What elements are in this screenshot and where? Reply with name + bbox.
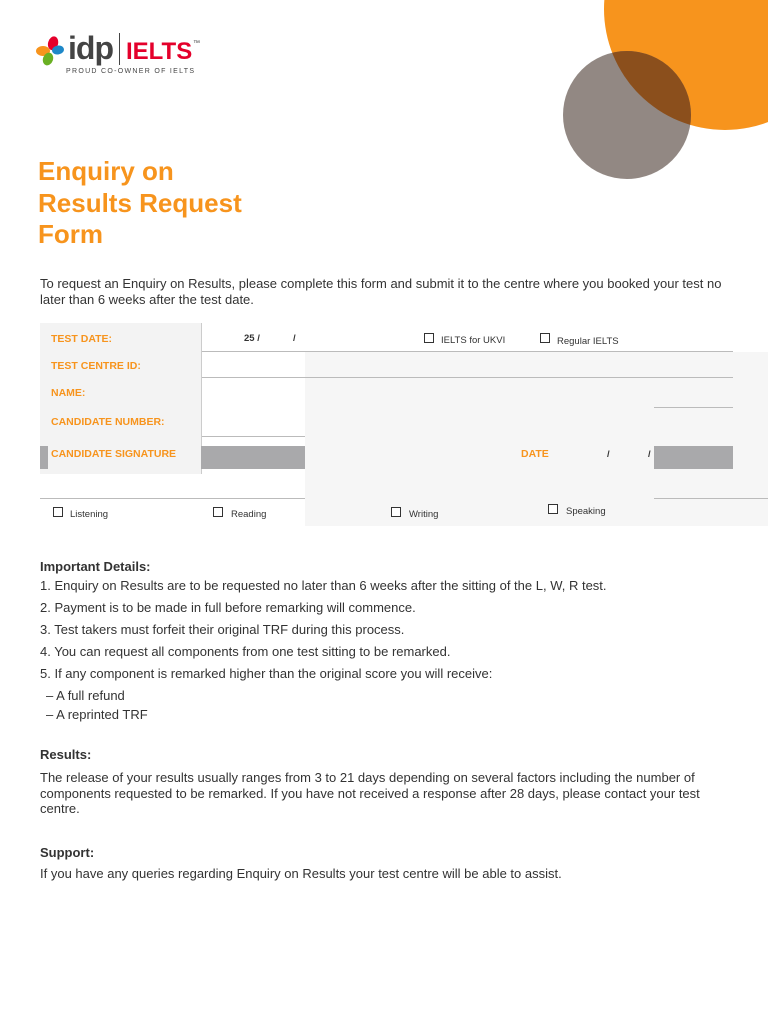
logo-divider [119, 33, 120, 65]
test-centre-id-field[interactable] [202, 377, 733, 378]
important-item-1: 1. Enquiry on Results are to be requested no later than 6 weeks after the sitting of the L, W, R test. [40, 578, 607, 593]
date-label: DATE [521, 448, 549, 460]
important-item-2: 2. Payment is to be made in full before remarking will commence. [40, 600, 416, 615]
important-item-5: 5. If any component is remarked higher than the original score you will receive: [40, 666, 493, 681]
ielts-ukvi-label: IELTS for UKVI [441, 335, 506, 346]
important-item-3: 3. Test takers must forfeit their original TRF during this process. [40, 622, 405, 637]
speaking-checkbox[interactable] [548, 504, 558, 514]
test-centre-id-label: TEST CENTRE ID: [51, 360, 141, 372]
results-heading: Results: [40, 747, 92, 762]
writing-checkbox[interactable] [391, 507, 401, 517]
title-line-3: Form [38, 219, 103, 249]
page-title [38, 156, 298, 251]
candidate-signature-label: CANDIDATE SIGNATURE [51, 448, 177, 460]
logo-tagline: PROUD CO-OWNER OF IELTS [66, 68, 196, 75]
listening-label: Listening [70, 509, 109, 520]
intro-paragraph: To request an Enquiry on Results, please complete this form and submit it to the centre where you booked your test no later than 6 weeks after the test date. [40, 276, 722, 307]
support-heading: Support: [40, 845, 95, 860]
signature-line[interactable] [40, 498, 305, 499]
regular-ielts-checkbox[interactable] [540, 333, 550, 343]
title-line-2: Results Request [38, 187, 242, 218]
important-details-heading: Important Details: [40, 559, 151, 574]
results-paragraph: The release of your results usually ranges from 3 to 21 days depending on several factors including the number of components requested to be remarked. If you have not received a response after 28 days, please contact your test centre. [40, 770, 700, 816]
important-item-4: 4. You can request all components from one test sitting to be remarked. [40, 644, 451, 659]
ielts-wordmark: IELTS [126, 38, 193, 65]
speaking-label: Speaking [566, 506, 606, 517]
ielts-ukvi-checkbox[interactable] [424, 333, 434, 343]
test-date-separator: / [293, 333, 296, 344]
candidate-number-label: CANDIDATE NUMBER: [51, 416, 165, 428]
regular-ielts-label: Regular IELTS [557, 336, 619, 347]
date-separator-1: / [607, 449, 610, 460]
decorative-circle-overlap [563, 51, 691, 179]
reading-checkbox[interactable] [213, 507, 223, 517]
important-subitem-refund: – A full refund [46, 688, 125, 703]
writing-label: Writing [409, 509, 439, 520]
date-bar [654, 446, 733, 469]
test-date-line [202, 351, 733, 352]
date-separator-2: / [648, 449, 651, 460]
idp-wordmark: idp [68, 30, 113, 66]
test-date-label: TEST DATE: [51, 333, 113, 345]
idp-flower-icon [36, 36, 66, 66]
name-label: NAME: [51, 387, 86, 399]
support-paragraph: If you have any queries regarding Enquiry on Results your test centre will be able to assist. [40, 866, 562, 881]
important-subitem-trf: – A reprinted TRF [46, 707, 148, 722]
reading-label: Reading [231, 509, 267, 520]
candidate-number-field[interactable] [202, 436, 305, 437]
test-date-day[interactable]: 25 / [244, 333, 260, 344]
name-field[interactable] [654, 407, 733, 408]
title-line-1: Enquiry on [38, 156, 174, 186]
form-field-shading [305, 352, 768, 526]
listening-checkbox[interactable] [53, 507, 63, 517]
date-line[interactable] [654, 498, 768, 499]
trademark-symbol: ™ [193, 40, 200, 47]
